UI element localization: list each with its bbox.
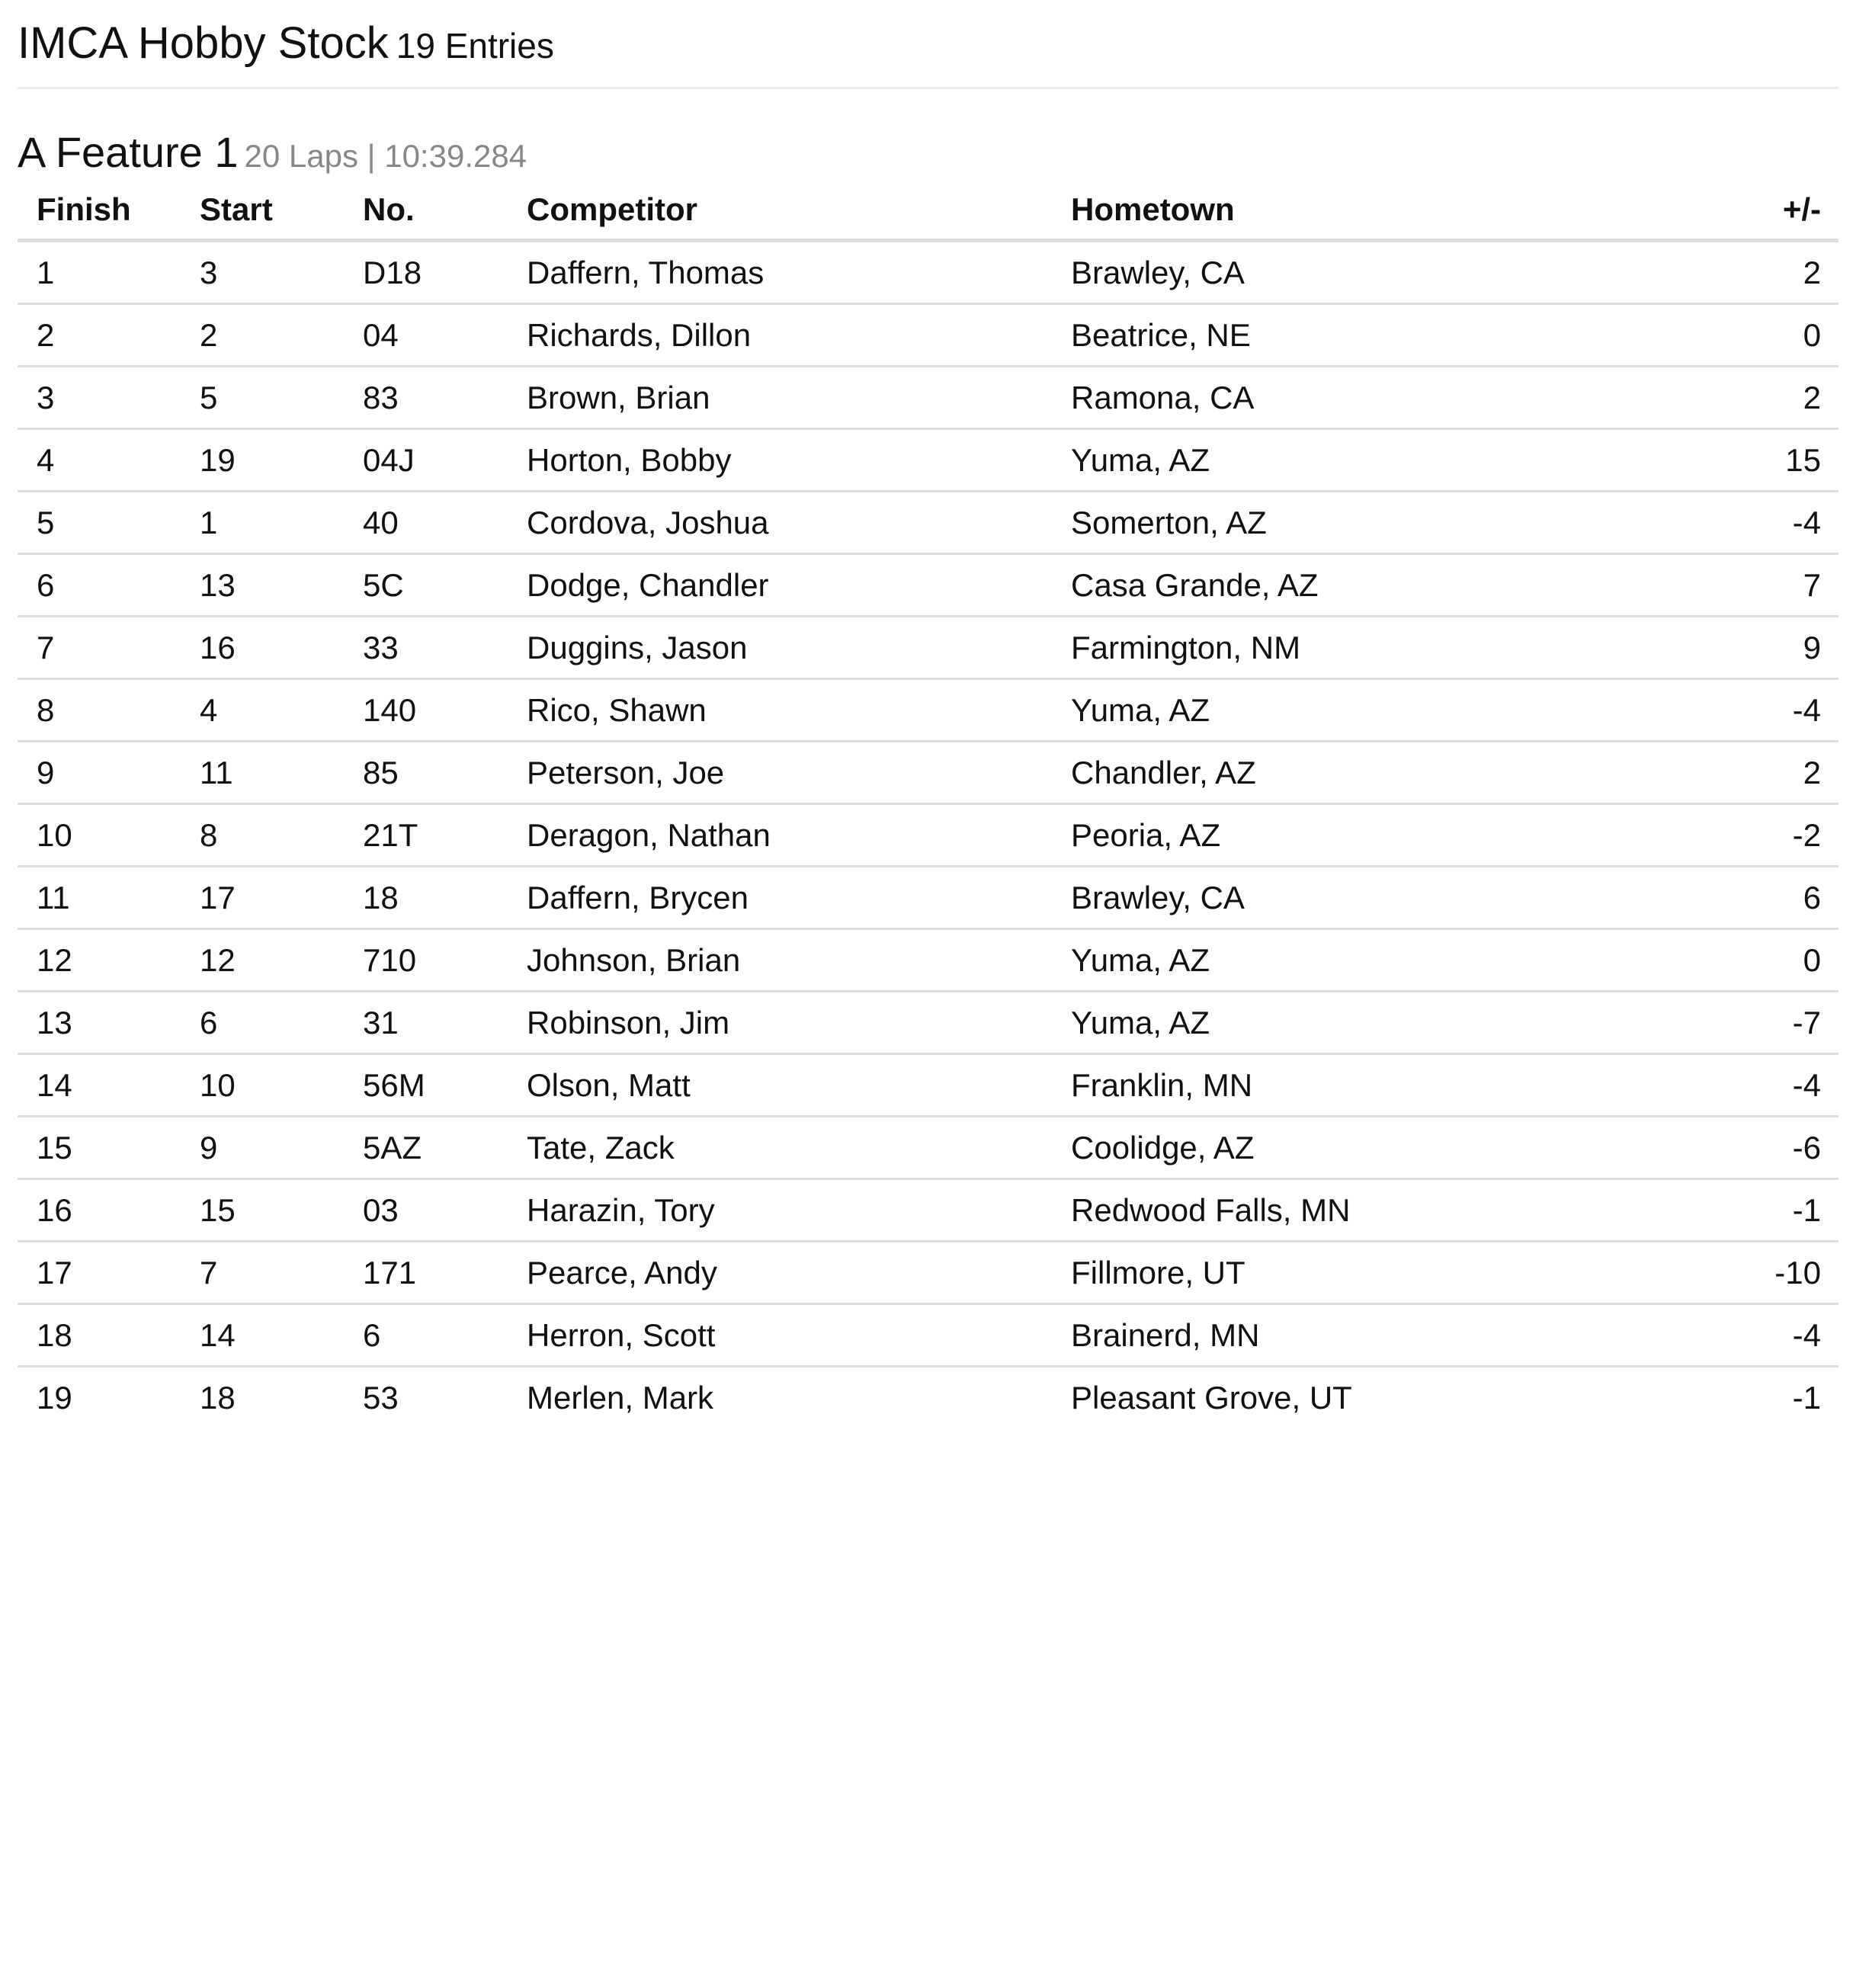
position-change-cell: -10 [1585,1242,1839,1304]
competitor-cell: Brown, Brian [508,367,1052,429]
competitor-cell: Rico, Shawn [508,679,1052,742]
car-number-cell: 04J [344,429,508,492]
start-cell: 4 [181,679,344,742]
results-table-body [18,241,1839,1428]
position-change-cell: -1 [1792,1379,1821,1416]
finish-cell: 6 [18,554,181,617]
finish-cell: 19 [37,1379,72,1416]
finish-cell: 16 [18,1179,181,1242]
race-header [18,89,1839,181]
finish-cell: 18 [18,1304,181,1367]
table-row [18,367,1839,429]
position-change-cell: -7 [1585,992,1839,1054]
car-number-cell: 03 [344,1179,508,1242]
finish-cell: 2 [18,304,181,367]
competitor-cell: Johnson, Brian [508,929,1052,992]
competitor-cell: Richards, Dillon [508,304,1052,367]
position-change-cell: 15 [1585,429,1839,492]
hometown-cell: Yuma, AZ [1052,992,1585,1054]
start-cell: 15 [181,1179,344,1242]
competitor-cell: Harazin, Tory [508,1179,1052,1242]
results-table [18,181,1839,1428]
results-table-header [18,181,1839,241]
competitor-cell: Duggins, Jason [508,617,1052,679]
car-number-cell: 56M [344,1054,508,1117]
competitor-cell: Herron, Scott [508,1304,1052,1367]
hometown-cell: Brawley, CA [1052,867,1585,929]
start-cell: 8 [181,804,344,867]
car-number-cell: 40 [344,492,508,554]
table-row [18,554,1839,617]
competitor-cell: Daffern, Brycen [508,867,1052,929]
table-row [18,1304,1839,1367]
car-number-cell: 5AZ [344,1117,508,1179]
column-header-position-change: +/- [1585,181,1839,241]
competitor-cell: Dodge, Chandler [508,554,1052,617]
hometown-cell: Casa Grande, AZ [1052,554,1585,617]
results-page [18,0,1839,1428]
table-row [18,241,1839,304]
position-change-cell: 7 [1585,554,1839,617]
car-number-cell: 04 [344,304,508,367]
race-name: A Feature 1 [18,128,239,176]
position-change-cell: -4 [1585,679,1839,742]
class-title [18,17,554,72]
finish-cell: 17 [18,1242,181,1304]
competitor-cell: Merlen, Mark [527,1379,714,1416]
hometown-cell: Franklin, MN [1052,1054,1585,1117]
start-cell: 1 [181,492,344,554]
hometown-cell: Peoria, AZ [1052,804,1585,867]
start-cell: 2 [181,304,344,367]
start-cell: 16 [181,617,344,679]
start-cell: 19 [181,429,344,492]
start-cell: 13 [181,554,344,617]
start-cell: 7 [181,1242,344,1304]
finish-cell: 12 [18,929,181,992]
finish-cell: 3 [18,367,181,429]
hometown-cell: Chandler, AZ [1052,742,1585,804]
position-change-cell: -6 [1585,1117,1839,1179]
table-row [18,304,1839,367]
table-row [18,1242,1839,1304]
start-cell: 11 [181,742,344,804]
competitor-cell: Robinson, Jim [508,992,1052,1054]
finish-cell: 14 [18,1054,181,1117]
table-row [18,429,1839,492]
competitor-cell: Cordova, Joshua [508,492,1052,554]
car-number-cell: 140 [344,679,508,742]
header-row [18,181,1839,241]
finish-cell: 8 [18,679,181,742]
hometown-cell: Redwood Falls, MN [1052,1179,1585,1242]
class-header [18,0,1839,89]
hometown-cell: Brawley, CA [1052,241,1585,304]
position-change-cell: -1 [1585,1179,1839,1242]
competitor-cell: Pearce, Andy [508,1242,1052,1304]
finish-cell: 10 [18,804,181,867]
table-row [18,929,1839,992]
car-number-cell: D18 [344,241,508,304]
finish-cell: 15 [18,1117,181,1179]
hometown-cell: Fillmore, UT [1052,1242,1585,1304]
start-cell: 14 [181,1304,344,1367]
column-header-competitor: Competitor [508,181,1052,241]
column-header-hometown: Hometown [1052,181,1585,241]
position-change-cell: 2 [1585,742,1839,804]
hometown-cell: Yuma, AZ [1052,679,1585,742]
hometown-cell: Coolidge, AZ [1052,1117,1585,1179]
column-header-start: Start [181,181,344,241]
table-row [18,867,1839,929]
table-row [18,804,1839,867]
start-cell: 17 [181,867,344,929]
finish-cell: 1 [18,241,181,304]
start-cell: 10 [181,1054,344,1117]
column-header-finish: Finish [18,181,181,241]
car-number-cell: 31 [344,992,508,1054]
car-number-cell: 710 [344,929,508,992]
hometown-cell: Ramona, CA [1052,367,1585,429]
table-row [18,1054,1839,1117]
start-cell: 3 [181,241,344,304]
position-change-cell: 0 [1585,929,1839,992]
hometown-cell: Yuma, AZ [1052,929,1585,992]
car-number-cell: 6 [344,1304,508,1367]
hometown-cell: Somerton, AZ [1052,492,1585,554]
position-change-cell: 2 [1585,241,1839,304]
position-change-cell: -4 [1585,1054,1839,1117]
column-header-number: No. [344,181,508,241]
competitor-cell: Peterson, Joe [508,742,1052,804]
race-meta: 20 Laps | 10:39.284 [244,138,527,174]
table-row [18,1367,1839,1428]
start-cell: 9 [181,1117,344,1179]
competitor-cell: Horton, Bobby [508,429,1052,492]
car-number-cell: 53 [363,1379,399,1416]
position-change-cell: -2 [1585,804,1839,867]
car-number-cell: 5C [344,554,508,617]
start-cell: 5 [181,367,344,429]
car-number-cell: 171 [344,1242,508,1304]
position-change-cell: -4 [1585,1304,1839,1367]
hometown-cell: Farmington, NM [1052,617,1585,679]
competitor-cell: Olson, Matt [508,1054,1052,1117]
car-number-cell: 83 [344,367,508,429]
start-cell: 6 [181,992,344,1054]
entries-count: 19 Entries [396,26,554,66]
hometown-cell: Brainerd, MN [1052,1304,1585,1367]
car-number-cell: 33 [344,617,508,679]
start-cell: 18 [200,1379,236,1416]
table-row [18,1179,1839,1242]
competitor-cell: Deragon, Nathan [508,804,1052,867]
hometown-cell: Beatrice, NE [1052,304,1585,367]
position-change-cell: 6 [1585,867,1839,929]
position-change-cell: -4 [1585,492,1839,554]
table-row [18,679,1839,742]
finish-cell: 4 [18,429,181,492]
finish-cell: 9 [18,742,181,804]
table-row [18,617,1839,679]
position-change-cell: 0 [1585,304,1839,367]
finish-cell: 11 [18,867,181,929]
competitor-cell: Daffern, Thomas [508,241,1052,304]
car-number-cell: 85 [344,742,508,804]
race-title [18,126,527,183]
position-change-cell: 2 [1585,367,1839,429]
finish-cell: 13 [18,992,181,1054]
table-row [18,492,1839,554]
finish-cell: 5 [18,492,181,554]
hometown-cell: Pleasant Grove, UT [1071,1379,1352,1416]
table-row [18,742,1839,804]
table-row [18,1117,1839,1179]
car-number-cell: 18 [344,867,508,929]
class-name: IMCA Hobby Stock [18,18,389,68]
position-change-cell: 9 [1585,617,1839,679]
competitor-cell: Tate, Zack [508,1117,1052,1179]
finish-cell: 7 [18,617,181,679]
car-number-cell: 21T [344,804,508,867]
table-row [18,992,1839,1054]
hometown-cell: Yuma, AZ [1052,429,1585,492]
start-cell: 12 [181,929,344,992]
